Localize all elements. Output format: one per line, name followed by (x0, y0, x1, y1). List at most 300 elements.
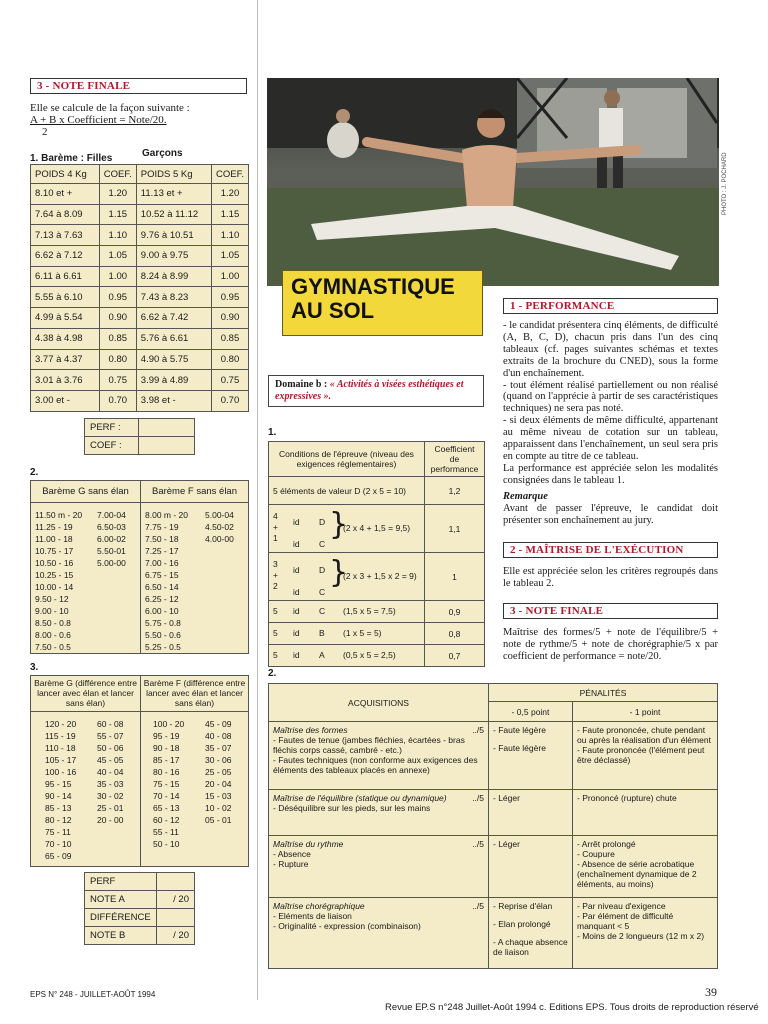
coef-cell: 0,7 (425, 645, 485, 667)
bareme3-g-list-2 (97, 718, 123, 826)
penalty-item: - Faute légère (493, 743, 546, 753)
perf-coef-box (84, 418, 195, 455)
penalty-full-cell (573, 836, 718, 898)
list-item: 35 - 07 (205, 742, 232, 753)
coef-cell: 1 (425, 553, 485, 601)
list-item: 115 - 19 (45, 730, 76, 741)
class-label: B (319, 628, 325, 638)
weight-range-cell: 4.99 à 5.54 (31, 308, 100, 329)
bareme3-label: 3. (30, 661, 39, 673)
weight-range-cell: 3.98 et - (136, 390, 211, 411)
list-item: 85 - 17 (153, 754, 180, 765)
conditions-table (268, 441, 485, 667)
bareme3-f-list-2 (205, 718, 231, 826)
column-header: Barème G (différence entre lancer avec élan et lancer sans élan) (31, 675, 141, 711)
formula-numerator: A + B x Coefficient = Note/20. (30, 114, 167, 126)
list-item: 7.50 - 18 (145, 533, 179, 544)
bareme-table-1 (30, 164, 249, 412)
table-header-row (269, 684, 718, 702)
column-header: Coefficient de performance (425, 442, 485, 477)
condition-cell (269, 645, 425, 667)
formula: (1 x 5 = 5) (343, 628, 382, 638)
acquisition-title-line (273, 901, 484, 911)
coef-cell: 0.70 (99, 390, 136, 411)
list-item: 100 - 16 (45, 766, 77, 777)
weight-range-cell: 7.64 à 8.09 (31, 204, 100, 225)
penalty-full-cell (573, 722, 718, 790)
paragraph: - tout élément réalisé partiellement ou non réalisé (quand on l'apprécie à partir de ses caractéristiques techniques) ne sera pas noté. (503, 379, 718, 415)
domaine-label: Domaine b : (275, 379, 328, 390)
note-finale-right-heading: 3 - NOTE FINALE (503, 603, 718, 619)
bareme3-g-list-1 (45, 718, 97, 862)
penalty-item: - Reprise d'élan (493, 901, 553, 911)
list-item: 70 - 10 (45, 838, 72, 849)
bareme1-labels (30, 148, 252, 162)
weight-range-cell: 6.62 à 7.42 (136, 308, 211, 329)
list-item: 9.50 - 12 (35, 593, 69, 604)
column-header: Conditions de l'épreuve (niveau des exigences réglementaires) (269, 442, 425, 477)
bareme-f-cell (141, 502, 249, 653)
count: 3 (273, 559, 278, 569)
weight-range-cell: 10.52 à 11.12 (136, 204, 211, 225)
list-item: 40 - 04 (97, 766, 124, 777)
coef-cell: 0.75 (99, 370, 136, 391)
list-item: 5.00-00 (97, 557, 126, 568)
coef-cell: 0.95 (99, 287, 136, 308)
table-row (85, 436, 195, 454)
penalty-half-cell (489, 722, 573, 790)
table-row (31, 390, 249, 411)
acquisition-title-line (273, 725, 484, 735)
count-stack (273, 511, 278, 544)
penalty-full-cell (573, 898, 718, 969)
count: 5 (273, 628, 278, 638)
column-header: POIDS 4 Kg (31, 165, 100, 184)
list-item: 5.50-01 (97, 545, 126, 556)
list-item: 7.00 - 16 (145, 557, 179, 568)
list-item: 8.00 m - 20 (145, 509, 188, 520)
table-row (85, 872, 195, 890)
acquisition-cell (269, 722, 489, 790)
brace-icon: } (329, 555, 349, 590)
weight-range-cell: 6.11 à 6.61 (31, 266, 100, 287)
column-header: Barème G sans élan (31, 480, 141, 502)
weight-range-cell: 9.76 à 10.51 (136, 225, 211, 246)
coef-cell: 1.00 (99, 266, 136, 287)
list-item: 6.75 - 15 (145, 569, 179, 580)
performance-heading: 1 - PERFORMANCE (503, 298, 718, 314)
coef-cell: 0.90 (99, 308, 136, 329)
id-label: id (293, 650, 300, 660)
acquisition-title: Maîtrise de l'équilibre (statique ou dynamique) (273, 793, 447, 803)
coef-cell: 0,8 (425, 623, 485, 645)
list-item: 80 - 12 (45, 814, 72, 825)
acquisition-detail: - Eléments de liaison (273, 911, 352, 921)
note-finale-body: Maîtrise des formes/5 + note de l'équilibre/5 + note de rythme/5 + note de chorégraphie/5 x par coefficient de performance = note/20. (503, 627, 718, 663)
count: 2 (273, 581, 278, 591)
class-label: C (319, 587, 326, 597)
list-item: 80 - 16 (153, 766, 180, 777)
id-label: id (293, 587, 300, 597)
list-item: 8.50 - 0.8 (35, 617, 71, 628)
formula-intro: Elle se calcule de la façon suivante : (30, 102, 190, 114)
plus: + (273, 522, 278, 532)
weight-range-cell: 3.00 et - (31, 390, 100, 411)
list-item: 60 - 12 (153, 814, 180, 825)
list-item: 90 - 14 (45, 790, 72, 801)
note-label: NOTE A (85, 890, 157, 908)
list-item: 100 - 20 (153, 718, 185, 729)
coef-value (139, 436, 195, 454)
acquisition-cell (269, 790, 489, 836)
coef-cell: 1,2 (425, 477, 485, 505)
column-header: COEF. (99, 165, 136, 184)
paragraph: Avant de passer l'épreuve, le candidat doit présenter son enchaînement au jury. (503, 502, 718, 526)
list-item: 6.50 - 14 (145, 581, 179, 592)
list-item: 5.25 - 0.5 (145, 641, 181, 652)
column-header: POIDS 5 Kg (136, 165, 211, 184)
table-row (31, 246, 249, 267)
table-header-row (31, 480, 249, 502)
table-row (31, 184, 249, 205)
list-item: 05 - 01 (205, 814, 232, 825)
text-column (503, 298, 718, 663)
coef-cell: 1,1 (425, 505, 485, 553)
formula: (1,5 x 5 = 7,5) (343, 606, 396, 616)
penalty-item: - Prononcé (rupture) chute (577, 793, 677, 803)
penalty-half-cell (489, 790, 573, 836)
page-number: 39 (705, 985, 717, 999)
penalty-half-cell (489, 836, 573, 898)
weight-range-cell: 4.38 à 4.98 (31, 328, 100, 349)
list-item: 70 - 14 (153, 790, 180, 801)
table-row (269, 790, 718, 836)
footer-issue: EPS N° 248 - JUILLET-AOÛT 1994 (30, 990, 156, 999)
penalty-item: - Faute légère (493, 725, 546, 735)
acquisition-title: Maîtrise des formes (273, 725, 348, 735)
performance-body (503, 320, 718, 526)
photo-credit: PHOTO : J. POCHARD (722, 152, 728, 215)
coef-cell: 0.80 (212, 349, 249, 370)
note-summary-box (84, 872, 195, 945)
penalty-item: - Léger (493, 839, 520, 849)
list-item: 120 - 20 (45, 718, 77, 729)
coef-cell: 1.10 (212, 225, 249, 246)
acquisition-title-line (273, 839, 484, 849)
list-item: 11.00 - 18 (35, 533, 73, 544)
condition-cell (269, 505, 425, 553)
penalty-item: - Faute prononcée, chute pendant ou après la réalisation d'un élément (577, 725, 711, 745)
table-row (31, 502, 249, 653)
table-header-row (31, 165, 249, 184)
penalty-item: - Par élément de difficulté manquant < 5 (577, 911, 674, 931)
condition-cell (269, 553, 425, 601)
formula: (0,5 x 5 = 2,5) (343, 650, 396, 660)
list-item: 10.00 - 14 (35, 581, 74, 592)
list-item: 7.50 - 0.5 (35, 641, 71, 652)
list-item: 7.00-04 (97, 509, 126, 520)
penalty-item: - Elan prolongé (493, 919, 551, 929)
column-header: - 1 point (573, 702, 718, 722)
table-row (31, 225, 249, 246)
id-label: id (293, 565, 300, 575)
list-item: 40 - 08 (205, 730, 232, 741)
acquisition-score: ../5 (472, 901, 484, 911)
coef-cell: 1.05 (99, 246, 136, 267)
formula-block (30, 102, 252, 138)
list-item: 6.25 - 12 (145, 593, 179, 604)
count-stack (273, 559, 278, 592)
penalty-item: - Absence de série acrobatique (enchaînement dynamique de 2 éléments, au moins) (577, 859, 697, 889)
id-stack (293, 511, 300, 555)
acquisition-detail: - Absence (273, 849, 311, 859)
column-header: - 0,5 point (489, 702, 573, 722)
list-item: 55 - 11 (153, 826, 179, 837)
coef-cell: 1.15 (212, 204, 249, 225)
formula: (2 x 3 + 1,5 x 2 = 9) (343, 571, 417, 581)
penalty-item: - Coupure (577, 849, 615, 859)
list-item: 105 - 17 (45, 754, 77, 765)
list-item: 30 - 06 (205, 754, 232, 765)
list-item: 95 - 15 (45, 778, 72, 789)
bareme-g-cell (31, 502, 141, 653)
acquisition-detail: - Fautes de tenue (jambes fléchies, écartées - bras fléchis corps cassé, cambré - etc.) (273, 735, 465, 755)
note-value: / 20 (156, 926, 194, 944)
table-acquisitions-label: 2. (268, 668, 277, 679)
list-item: 85 - 13 (45, 802, 72, 813)
weight-range-cell: 6.62 à 7.12 (31, 246, 100, 267)
condition-cell (269, 601, 425, 623)
weight-range-cell: 4.90 à 5.75 (136, 349, 211, 370)
list-item: 4.00-00 (205, 533, 234, 544)
coef-cell: 1.10 (99, 225, 136, 246)
table-row (269, 898, 718, 969)
gymnast-photo-illustration (267, 78, 719, 286)
note-finale-heading: 3 - NOTE FINALE (30, 78, 247, 94)
list-item: 50 - 10 (153, 838, 180, 849)
condition-cell: 5 éléments de valeur D (2 x 5 = 10) (269, 477, 425, 505)
coef-cell: 0.75 (212, 370, 249, 391)
table-row (269, 722, 718, 790)
list-item: 45 - 09 (205, 718, 232, 729)
acquisition-title-line (273, 793, 484, 803)
list-item: 30 - 02 (97, 790, 124, 801)
note-label: DIFFÉRENCE (85, 908, 157, 926)
penalty-item: - Moins de 2 longueurs (12 m x 2) (577, 931, 705, 941)
table-row (31, 711, 249, 866)
coef-cell: 1.20 (212, 184, 249, 205)
bareme1-label: 1. Barème : Filles (30, 153, 113, 164)
list-item: 11.25 - 19 (35, 521, 73, 532)
bareme3-g-cell (31, 711, 141, 866)
copyright-notice: Revue EP.S n°248 Juillet-Août 1994 c. Editions EPS. Tous droits de reproduction réservé (385, 1002, 759, 1013)
list-item: 4.50-02 (205, 521, 234, 532)
count: 1 (273, 533, 278, 543)
title-line-2: AU SOL (291, 298, 375, 323)
list-item: 5.75 - 0.8 (145, 617, 181, 628)
weight-range-cell: 5.76 à 6.61 (136, 328, 211, 349)
list-item: 90 - 18 (153, 742, 180, 753)
acquisition-cell (269, 836, 489, 898)
weight-range-cell: 8.10 et + (31, 184, 100, 205)
column-header: COEF. (212, 165, 249, 184)
list-item: 11.50 m - 20 (35, 509, 83, 520)
acquisition-title: Maîtrise du rythme (273, 839, 344, 849)
penalty-item: - Faute prononcée (l'élément peut être déclassé) (577, 745, 705, 765)
coef-cell: 0.80 (99, 349, 136, 370)
list-item: 60 - 08 (97, 718, 124, 729)
bareme-f-perf-list (145, 509, 205, 653)
perf-label: PERF : (85, 418, 139, 436)
table-row (31, 349, 249, 370)
penalty-full-cell (573, 790, 718, 836)
table-header-row (269, 442, 485, 477)
table-row (31, 204, 249, 225)
list-item: 6.00 - 10 (145, 605, 179, 616)
list-item: 15 - 03 (205, 790, 232, 801)
list-item: 5.00-04 (205, 509, 234, 520)
class-label: D (319, 565, 326, 575)
penalty-item: - Par niveau d'exigence (577, 901, 666, 911)
class-stack (319, 511, 325, 555)
table-row (269, 477, 485, 505)
list-item: 75 - 15 (153, 778, 180, 789)
list-item: 75 - 11 (45, 826, 71, 837)
table-row (85, 890, 195, 908)
list-item: 10.25 - 15 (35, 569, 74, 580)
table-row (269, 601, 485, 623)
weight-range-cell: 11.13 et + (136, 184, 211, 205)
title-line-1: GYMNASTIQUE (291, 274, 455, 299)
list-item: 25 - 01 (97, 802, 124, 813)
brace-icon: } (329, 507, 349, 542)
list-item: 10.75 - 17 (35, 545, 74, 556)
coef-cell: 1.20 (99, 184, 136, 205)
count: 5 (273, 650, 278, 660)
list-item: 65 - 13 (153, 802, 180, 813)
weight-range-cell: 7.13 à 7.63 (31, 225, 100, 246)
list-item: 50 - 06 (97, 742, 124, 753)
list-item: 9.00 - 10 (35, 605, 69, 616)
table-row (269, 623, 485, 645)
note-value (156, 872, 194, 890)
note-value: / 20 (156, 890, 194, 908)
bareme3-f-cell (141, 711, 249, 866)
table-row (85, 926, 195, 944)
penalty-item: - Arrêt prolongé (577, 839, 636, 849)
column-header: PÉNALITÉS (489, 684, 718, 702)
acquisition-detail: - Rupture (273, 859, 309, 869)
id-stack (293, 559, 300, 603)
paragraph: La performance est appréciée selon les modalités consignées dans le tableau 1. (503, 462, 718, 486)
remarque-heading: Remarque (503, 490, 548, 502)
class-label: C (319, 539, 326, 549)
acquisition-detail: - Fautes techniques (non conforme aux exigences des éléments des tableaux placés en annexe) (273, 755, 478, 775)
acquisition-title: Maîtrise chorégraphique (273, 901, 365, 911)
list-item: 45 - 05 (97, 754, 124, 765)
list-item: 20 - 00 (97, 814, 124, 825)
class-label: D (319, 517, 326, 527)
table-row (31, 287, 249, 308)
perf-value (139, 418, 195, 436)
formula: (2 x 4 + 1,5 = 9,5) (343, 523, 411, 533)
coef-cell: 0.85 (99, 328, 136, 349)
list-item: 110 - 18 (45, 742, 76, 753)
weight-range-cell: 7.43 à 8.23 (136, 287, 211, 308)
table-row (269, 505, 485, 553)
id-label: id (293, 517, 300, 527)
paragraph: - le candidat présentera cinq éléments, de difficulté (A, B, C, D), chacun pris dans l'un des cinq tableaux (cf. pages suivantes schémas et textes extraits de la brochure du CNED), sous la forme d'un enchaînement. (503, 320, 718, 379)
paragraph: - si deux éléments de même difficulté, appartenant au même niveau de cotation sur un tableau, apparaissent dans l'enchaînement, un seul sera pris en compte au titre de ce tableau. (503, 415, 718, 462)
weight-range-cell: 5.55 à 6.10 (31, 287, 100, 308)
list-item: 8.00 - 0.6 (35, 629, 71, 640)
column-divider (257, 0, 258, 1000)
class-label: A (319, 650, 325, 660)
gymnast-photo (267, 78, 719, 286)
coef-cell: 1.15 (99, 204, 136, 225)
column-header: Barème F sans élan (141, 480, 249, 502)
acquisition-score: ../5 (472, 793, 484, 803)
penalty-half-cell (489, 898, 573, 969)
bareme-table-3 (30, 675, 249, 867)
bareme1-garcons-label: Garçons (142, 148, 183, 159)
plus: + (273, 570, 278, 580)
note-label: PERF (85, 872, 157, 890)
acquisition-detail: - Originalité - expression (combinaison) (273, 921, 421, 931)
list-item: 6.50-03 (97, 521, 126, 532)
list-item: 35 - 03 (97, 778, 124, 789)
list-item: 5.50 - 0.6 (145, 629, 181, 640)
coef-cell: 0.95 (212, 287, 249, 308)
acquisition-detail: - Déséquilibre sur les pieds, sur les mains (273, 803, 431, 813)
table-row (85, 418, 195, 436)
list-item: 65 - 09 (45, 850, 72, 861)
note-value (156, 908, 194, 926)
coef-cell: 0.70 (212, 390, 249, 411)
class-label: C (319, 606, 326, 616)
id-label: id (293, 628, 300, 638)
table-row (269, 836, 718, 898)
column-header: ACQUISITIONS (269, 684, 489, 722)
acquisition-score: ../5 (472, 725, 484, 735)
bareme3-f-list-1 (153, 718, 205, 850)
maitrise-heading: 2 - MAÎTRISE DE L'EXÉCUTION (503, 542, 718, 558)
bareme-g-note-list (97, 509, 126, 569)
coef-cell: 0,9 (425, 601, 485, 623)
list-item: 20 - 04 (205, 778, 232, 789)
column-header: Barème F (différence entre lancer avec élan et lancer sans élan) (141, 675, 249, 711)
coef-cell: 1.05 (212, 246, 249, 267)
bareme-g-perf-list (35, 509, 97, 653)
coef-cell: 1.00 (212, 266, 249, 287)
acquisition-score: ../5 (472, 839, 484, 849)
id-label: id (293, 539, 300, 549)
list-item: 7.25 - 17 (145, 545, 179, 556)
page-title (282, 270, 483, 336)
count: 4 (273, 511, 278, 521)
table-row (31, 266, 249, 287)
list-item: 7.75 - 19 (145, 521, 179, 532)
list-item: 10 - 02 (205, 802, 232, 813)
bareme-table-2 (30, 480, 249, 654)
penalty-item: - Léger (493, 793, 520, 803)
domaine-box (268, 375, 484, 407)
weight-range-cell: 3.99 à 4.89 (136, 370, 211, 391)
table-header-row (31, 675, 249, 711)
condition-cell (269, 623, 425, 645)
penalty-item: - A chaque absence de liaison (493, 937, 568, 957)
table-row (269, 553, 485, 601)
